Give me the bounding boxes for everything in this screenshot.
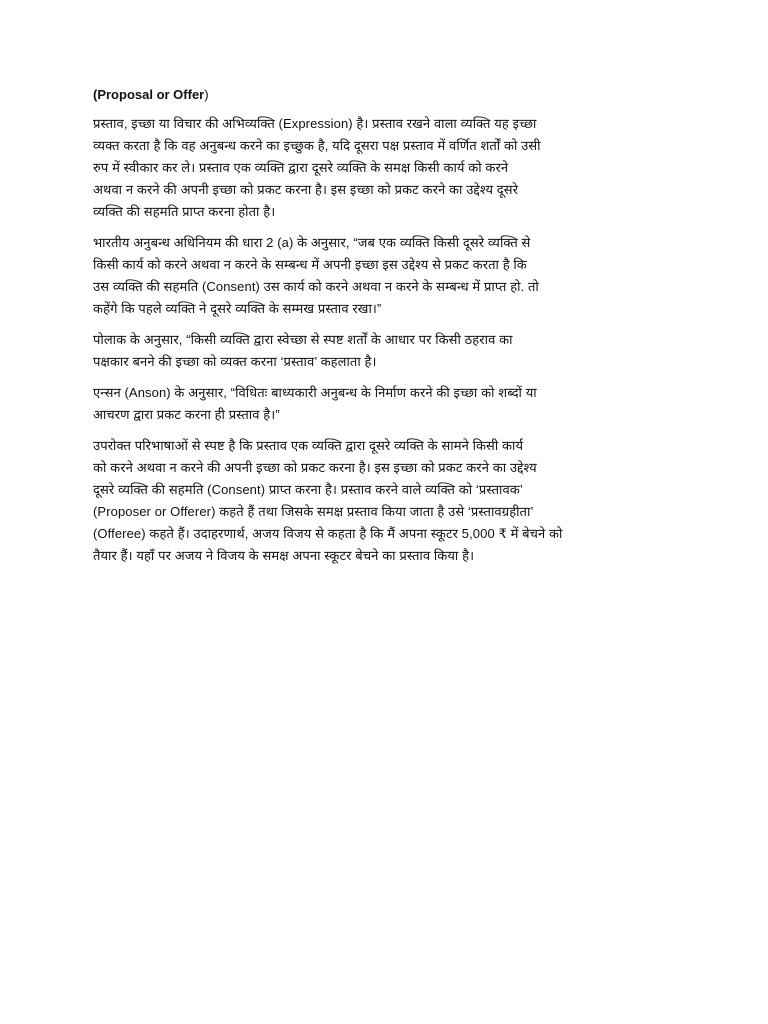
- text-line: पोलाक के अनुसार, “किसी व्यक्ति द्वारा स्वेच्छा से स्पष्ट शर्तों के आधार पर किसी ठहराव का: [93, 332, 513, 347]
- text-line: व्यक्त करता है कि वह अनुबन्ध करने का इच्छुक है, यदि दूसरा पक्ष प्रस्ताव में वर्णित शर्तों को उसी: [93, 138, 541, 153]
- text-line: अथवा न करने की अपनी इच्छा को प्रकट करना है। इस इच्छा को प्रकट करने का उद्देश्य दूसरे: [93, 182, 519, 197]
- heading-text: (Proposal or Offer: [93, 87, 205, 102]
- text-line: रुप में स्वीकार कर ले। प्रस्ताव एक व्यक्ति द्वारा दूसरे व्यक्ति के समक्ष किसी कार्य को करने: [93, 160, 509, 175]
- document-page: [93, 86, 693, 576]
- text-line: पक्षकार बनने की इच्छा को व्यक्त करना ‘प्रस्ताव’ कहलाता है।: [93, 354, 377, 369]
- text-line: किसी कार्य को करने अथवा न करने के सम्बन्ध में अपनी इच्छा इस उद्देश्य से प्रकट करता है कि: [93, 257, 527, 272]
- text-line: (Offeree) कहते हैं। उदाहरणार्थ, अजय विजय से कहता है कि मैं अपना स्कूटर 5,000 ₹ में बेचने को: [93, 526, 563, 541]
- paragraph-summary-example: [93, 435, 693, 567]
- text-line: उपरोक्त परिभाषाओं से स्पष्ट है कि प्रस्ताव एक व्यक्ति द्वारा दूसरे व्यक्ति के सामने किसी कार्य: [93, 438, 524, 453]
- text-line: एन्सन (Anson) के अनुसार, “विधितः बाध्यकारी अनुबन्ध के निर्माण करने की इच्छा को शब्दों या: [93, 385, 537, 400]
- text-line: (Proposer or Offerer) कहते हैं तथा जिसके समक्ष प्रस्ताव किया जाता है उसे ‘प्रस्तावग्रहीता’: [93, 504, 534, 519]
- text-line: प्रस्ताव, इच्छा या विचार की अभिव्यक्ति (Expression) है। प्रस्ताव रखने वाला व्यक्ति यह इच्छा: [93, 116, 537, 131]
- text-line: कहेंगे कि पहले व्यक्ति ने दूसरे व्यक्ति के सम्मख प्रस्ताव रखा।”: [93, 301, 382, 316]
- paragraph-pollock: [93, 329, 693, 373]
- text-line: को करने अथवा न करने की अपनी इच्छा को प्रकट करना है। इस इच्छा को प्रकट करने का उद्देश्य: [93, 460, 537, 475]
- heading-close-paren: ): [204, 87, 209, 102]
- text-line: उस व्यक्ति की सहमति (Consent) उस कार्य को करने अथवा न करने के सम्बन्ध में प्राप्त हो. तो: [93, 279, 539, 294]
- text-line: आचरण द्वारा प्रकट करना ही प्रस्ताव है।”: [93, 407, 280, 422]
- paragraph-anson: [93, 382, 693, 426]
- section-heading: [93, 86, 693, 104]
- text-line: भारतीय अनुबन्ध अधिनियम की धारा 2 (a) के अनुसार, “जब एक व्यक्ति किसी दूसरे व्यक्ति से: [93, 235, 531, 250]
- paragraph-definition: [93, 113, 693, 223]
- text-line: तैयार हैं। यहाँ पर अजय ने विजय के समक्ष अपना स्कूटर बेचने का प्रस्ताव किया है।: [93, 548, 475, 563]
- paragraph-contract-act: [93, 232, 693, 320]
- text-line: व्यक्ति की सहमति प्राप्त करना होता है।: [93, 204, 276, 219]
- text-line: दूसरे व्यक्ति की सहमति (Consent) प्राप्त करना है। प्रस्ताव करने वाले व्यक्ति को ‘प्रस्तावक’: [93, 482, 523, 497]
